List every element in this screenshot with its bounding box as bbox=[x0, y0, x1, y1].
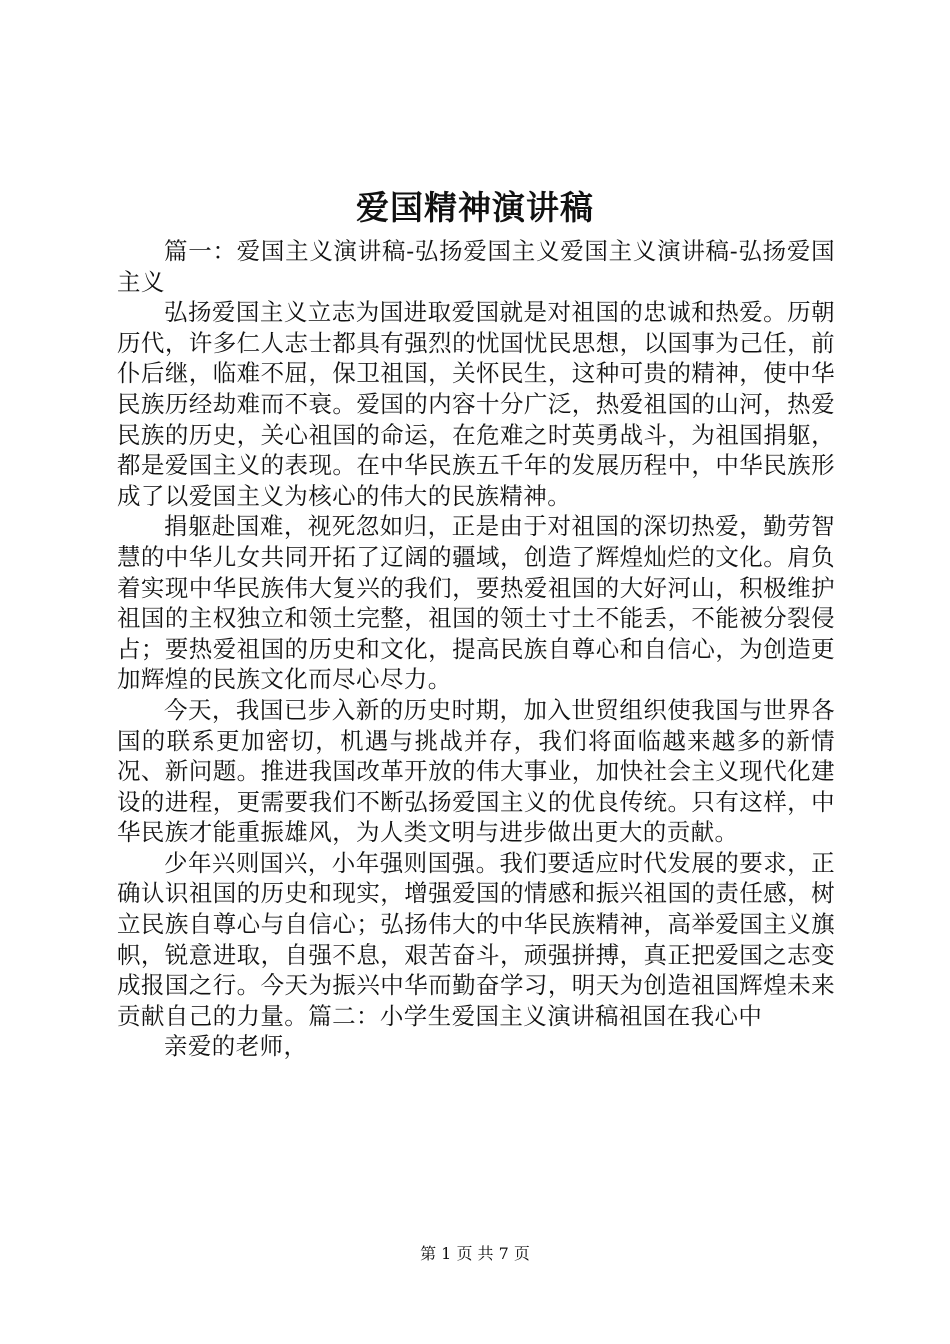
page-number-footer: 第 1 页 共 7 页 bbox=[420, 1244, 530, 1263]
paragraph-new-era: 今天，我国已步入新的历史时期，加入世贸组织使我国与世界各国的联系更加密切，机遇与挑战并存，我们将面临越来越多的新情况、新问题。推进我国改革开放的伟大事业，加快社会主义现代化建设的进程，更需要我们不断弘扬爱国主义的优良传统。只有这样，中华民族才能重振雄风，为人类文明与进步做出更大的贡献。 bbox=[117, 695, 835, 847]
paragraph-heading-part-one: 篇一：爱国主义演讲稿-弘扬爱国主义爱国主义演讲稿-弘扬爱国主义 bbox=[117, 237, 835, 296]
document-body bbox=[117, 236, 835, 1062]
paragraph-greeting: 亲爱的老师， bbox=[164, 1032, 308, 1061]
paragraph-youth-strength: 少年兴则国兴，小年强则国强。我们要适应时代发展的要求，正确认识祖国的历史和现实，增强爱国的情感和振兴祖国的责任感，树立民族自尊心与自信心；弘扬伟大的中华民族精神，高举爱国主义旗帜，锐意进取，自强不息，艰苦奋斗，顽强拼搏，真正把爱国之志变成报国之行。今天为振兴中华而勤奋学习，明天为创造祖国辉煌未来贡献自己的力量。篇二：小学生爱国主义演讲稿祖国在我心中 bbox=[117, 848, 835, 1030]
paragraph-patriotism-definition: 弘扬爱国主义立志为国进取爱国就是对祖国的忠诚和热爱。历朝历代，许多仁人志士都具有强烈的忧国忧民思想，以国事为己任，前仆后继，临难不屈，保卫祖国，关怀民生，这种可贵的精神，使中华民族历经劫难而不衰。爱国的内容十分广泛，热爱祖国的山河，热爱民族的历史，关心祖国的命运，在危难之时英勇战斗，为祖国捐躯，都是爱国主义的表现。在中华民族五千年的发展历程中，中华民族形成了以爱国主义为核心的伟大的民族精神。 bbox=[117, 298, 835, 510]
paragraph-sacrifice-for-country: 捐躯赴国难，视死忽如归，正是由于对祖国的深切热爱，勤劳智慧的中华儿女共同开拓了辽阔的疆域，创造了辉煌灿烂的文化。肩负着实现中华民族伟大复兴的我们，要热爱祖国的大好河山，积极维护祖国的主权独立和领土完整，祖国的领土寸土不能丢，不能被分裂侵占；要热爱祖国的历史和文化，提高民族自尊心和自信心，为创造更加辉煌的民族文化而尽心尽力。 bbox=[117, 512, 835, 694]
document-title: 爱国精神演讲稿 bbox=[356, 188, 594, 227]
